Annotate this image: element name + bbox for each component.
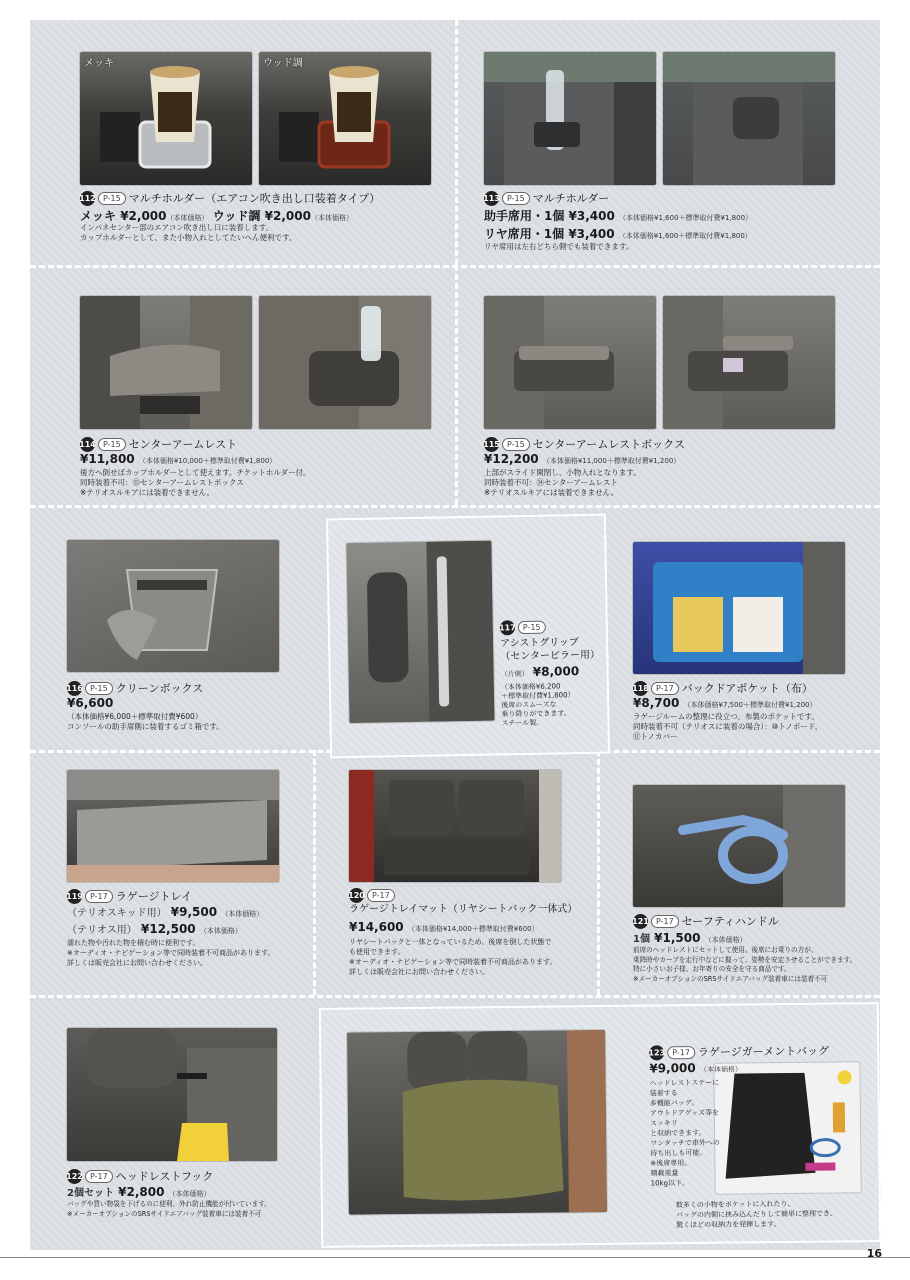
desc-line: 数多くの小物をポケットに入れたり、	[675, 1199, 795, 1210]
item-description	[67, 712, 317, 732]
item-number-badge: 119	[67, 889, 82, 904]
footer-rule	[0, 1257, 910, 1258]
item-number-badge: 118	[633, 681, 648, 696]
desc-line: 多機能バッグ。	[649, 1098, 699, 1108]
price-label: （テリオスキッド用）	[67, 908, 167, 919]
item-number-badge: 122	[67, 1169, 82, 1184]
desc-line: スチール製。	[501, 718, 544, 728]
item-name: バックドアポケット（布）	[681, 682, 813, 695]
price-label: 2個セット	[67, 1188, 114, 1199]
price-line	[80, 452, 276, 466]
price-line	[633, 696, 817, 710]
price-note: （本体価格¥6,000＋標準取付費¥600）	[67, 712, 203, 721]
item-description	[650, 1078, 721, 1189]
page-ref-badge: P-17	[85, 1170, 113, 1183]
price-note: （本体価格¥11,000＋標準取付費¥1,200）	[542, 457, 681, 465]
item-number-badge: 115	[484, 437, 499, 452]
price-line	[501, 664, 580, 679]
desc-line: 前席のヘッドレストにセットして使用。後席にお乗りの方が、	[633, 946, 818, 954]
item-number-badge: 116	[67, 681, 82, 696]
desc-line: 10kg以下。	[650, 1179, 690, 1188]
item-description	[67, 1200, 329, 1219]
item-description	[676, 1198, 876, 1230]
desc-line: ワンタッチで車外への	[650, 1138, 720, 1148]
price: ¥3,400	[568, 227, 615, 241]
desc-line: 特に小さいお子様、お年寄りの安全を守る商品です。	[633, 965, 791, 973]
price-line	[80, 207, 353, 224]
item-description	[67, 938, 311, 968]
price-note: （本体価格）	[166, 214, 209, 222]
item-description	[484, 242, 844, 252]
price-label: 1個	[633, 934, 650, 945]
price: ¥1,500	[654, 931, 701, 945]
item-number-badge: 121	[633, 914, 648, 929]
price-label: ウッド調	[212, 209, 261, 223]
page-ref-badge: P-15	[502, 192, 530, 205]
price: ¥2,000	[120, 209, 167, 223]
price: ¥11,800	[80, 452, 135, 466]
item-title	[649, 1043, 829, 1061]
price: ¥12,200	[484, 452, 539, 466]
desc-line: アウトドアグッズ等をスッキリ	[649, 1108, 720, 1128]
product-photo-garment-bag	[347, 1030, 607, 1215]
desc-line: ※後席専用。	[650, 1159, 692, 1168]
price: ¥8,000	[532, 664, 580, 679]
page-ref-badge: P-17	[367, 889, 395, 902]
divider	[455, 265, 458, 505]
item-description	[633, 946, 878, 984]
price-note: （本体価格）	[704, 936, 747, 944]
price-line	[67, 904, 263, 919]
price-note: ＋標準取付費¥1,800）	[500, 691, 575, 701]
divider	[30, 505, 880, 508]
price-note: （本体価格）	[699, 1065, 742, 1074]
page-number: 16	[866, 1247, 882, 1260]
price: ¥8,700	[633, 696, 680, 710]
price-label: 助手席用・1個	[484, 209, 565, 223]
desc-line: 乗り降りができます。	[501, 709, 571, 719]
desc-line: インパネセンター部のエアコン吹き出し口に装着します。	[80, 223, 274, 232]
desc-line: ※オーディオ・ナビゲーション等で同時装着不可商品があります。	[67, 949, 275, 957]
desc-line: 積載重量	[650, 1169, 679, 1178]
price: ¥9,000	[649, 1060, 696, 1076]
product-photo-luggage-tray	[67, 770, 279, 882]
product-photo-door-holder-closed	[663, 52, 835, 185]
item-title	[349, 888, 395, 903]
item-name: マルチホルダー（エアコン吹き出し口装着タイプ）	[128, 192, 381, 205]
page-ref-badge: P-15	[85, 682, 113, 695]
desc-line: 驚くほどの収納力を発揮します。	[676, 1220, 781, 1230]
item-title	[633, 680, 813, 696]
item-name: アシストグリップ	[500, 637, 579, 650]
desc-line: ※メーカーオプションのSRSサイドエアバッグ装着車には装着不可	[67, 1209, 262, 1218]
desc-line: と収納できます。	[650, 1128, 706, 1138]
item-description	[484, 468, 844, 498]
product-photo-luggage-tray-mat	[349, 770, 561, 882]
price-line	[633, 930, 747, 945]
item-name: ヘッドレストフック	[115, 1170, 214, 1183]
desc-line: ※オーディオ・ナビゲーション等で同時装着不可商品があります。	[349, 958, 557, 966]
page-ref-badge: P-17	[651, 682, 679, 695]
finish-tag-chrome: メッキ	[84, 58, 114, 69]
price: ¥2,000	[264, 209, 311, 223]
desc-line: バッグや買い物袋を下げるのに便利。外れ防止機能が付いています。	[67, 1200, 271, 1208]
catalog-page	[30, 20, 880, 1250]
item-number-badge: 112	[80, 191, 95, 206]
product-photo-assist-grip	[346, 541, 494, 724]
item-description	[80, 468, 440, 498]
divider	[455, 20, 458, 265]
price-line	[484, 452, 680, 466]
item-name: セーフティハンドル	[681, 915, 779, 928]
price-line	[649, 1061, 742, 1076]
desc-line: 同時装着不可：⑭センターアームレスト	[484, 478, 618, 487]
item-name: センターアームレスト	[128, 438, 238, 451]
item-number-badge: 123	[649, 1045, 664, 1060]
price-label: （片側）	[500, 669, 529, 679]
price-label: メッキ	[80, 209, 117, 223]
product-photo-clean-box	[67, 540, 279, 672]
item-name: ラゲージトレイ	[115, 890, 192, 903]
item-title	[500, 620, 546, 636]
item-subtitle: （センターピラー用）	[500, 649, 601, 663]
page-ref-badge: P-15	[502, 438, 530, 451]
product-photo-armrest-box-open	[663, 296, 835, 429]
item-title	[484, 436, 685, 452]
product-photo-center-armrest	[80, 296, 252, 429]
item-name: センターアームレストボックス	[532, 438, 685, 451]
divider	[597, 750, 600, 995]
desc-line: 同時装着不可：⑮センターアームレストボックス	[80, 478, 244, 487]
product-photo-safety-handle	[633, 785, 845, 907]
price: ¥3,400	[568, 209, 615, 223]
page-ref-badge: P-15	[518, 621, 546, 634]
desc-line: 詳しくは販売会社にお問い合わせください。	[67, 959, 207, 967]
item-title	[80, 190, 380, 206]
desc-line: 乗降時やカーブを走行中などに握って、姿勢を安定させることができます。	[633, 955, 857, 964]
divider	[30, 995, 880, 998]
item-name: クリーンボックス	[115, 682, 204, 695]
item-number-badge: 117	[500, 620, 515, 635]
product-photo-wood-holder	[259, 52, 431, 185]
price-line	[484, 207, 752, 224]
price-line	[484, 225, 752, 242]
page-ref-badge: P-15	[98, 438, 126, 451]
product-photo-armrest-box	[484, 296, 656, 429]
item-title	[67, 680, 203, 696]
price-note: （本体価格）	[221, 910, 264, 918]
desc-line: ラゲージルームの整理に役立つ、布製のポケットです。	[633, 712, 819, 721]
price-note: （本体価格¥14,000＋標準取付費¥600）	[407, 925, 539, 933]
item-name-block	[500, 636, 605, 664]
item-description	[349, 937, 597, 977]
price-line	[67, 1184, 211, 1199]
page-ref-badge: P-17	[85, 890, 113, 903]
desc-line: バッグの内側に挟み込んだりして簡単に整理でき、	[675, 1209, 837, 1220]
price-note: （本体価格¥6,200	[500, 682, 561, 692]
item-title	[80, 436, 237, 452]
desc-line: も使用できます。	[349, 948, 405, 956]
product-photo-center-armrest-open	[259, 296, 431, 429]
product-photo-garment-bag-items	[714, 1062, 860, 1194]
price: ¥9,500	[170, 905, 218, 919]
price-note: （本体価格¥7,500＋標準取付費¥1,200）	[683, 701, 817, 709]
price-note: （本体価格¥1,600＋標準取付費¥1,800）	[619, 214, 753, 222]
item-description	[633, 712, 873, 742]
desc-line: 詳しくは販売会社にお問い合わせください。	[349, 968, 489, 976]
item-name: ラゲージトレイマット（リヤシートバック一体式）	[349, 904, 578, 915]
price: ¥6,600	[67, 696, 114, 710]
desc-line: 同時装着不可（テリオスに装着の場合）：⑩トノボード、	[633, 722, 823, 731]
price-note: （本体価格）	[168, 1190, 211, 1198]
price: ¥14,600	[349, 920, 404, 934]
item-number-badge: 114	[80, 437, 95, 452]
desc-line: ※メーカーオプションのSRSサイドエアバッグ装着車には装着不可	[633, 974, 828, 983]
item-title	[633, 913, 779, 929]
price-note: （本体価格¥10,000＋標準取付費¥1,800）	[138, 457, 277, 465]
desc-line: ※テリオスルキアには装着できません。	[484, 488, 619, 497]
desc-line: 持ち出しも可能。	[650, 1148, 707, 1158]
garment-bag-card	[319, 1002, 881, 1248]
desc-line: ※テリオスルキアには装着できません。	[80, 488, 215, 497]
item-number-badge: 120	[349, 888, 364, 903]
item-name: ラゲージガーメントバッグ	[697, 1044, 830, 1059]
product-photo-headrest-hook	[67, 1028, 277, 1161]
desc-line: コンソールの助手席側に装着するゴミ箱です。	[67, 722, 224, 731]
desc-line: ⑪トノカバー	[633, 732, 678, 741]
divider	[313, 750, 316, 995]
price-line	[67, 696, 113, 710]
desc-line: リヤシートバックと一体となっているため、後席を倒した状態で	[349, 938, 552, 946]
price-label: （テリオス用）	[67, 925, 137, 936]
item-title	[67, 1168, 213, 1184]
item-number-badge: 113	[484, 191, 499, 206]
price: ¥12,500	[141, 922, 196, 936]
product-photo-chrome-holder	[80, 52, 252, 185]
item-title	[67, 888, 192, 904]
desc-line: 濡れた物や汚れた物を積む時に便利です。	[67, 939, 200, 947]
page-ref-badge: P-17	[667, 1046, 695, 1059]
price-note: （本体価格）	[199, 927, 242, 935]
price-note: （本体価格¥1,600＋標準取付費¥1,800）	[618, 232, 752, 240]
desc-line: 後方へ倒せばカップホルダーとして使えます。チケットホルダー付。	[80, 468, 311, 477]
desc-line: リヤ席用は左右どちら側でも装着できます。	[484, 242, 634, 251]
price-line	[349, 920, 539, 934]
price-note: （本体価格）	[310, 214, 353, 222]
product-photo-back-door-pocket	[633, 542, 845, 674]
price-line	[67, 921, 242, 936]
item-description	[501, 682, 607, 729]
desc-line: カップホルダーとして、また小物入れとしてたいへん便利です。	[80, 233, 297, 242]
item-description	[80, 223, 440, 243]
desc-line: 後席のスムーズな	[501, 700, 557, 710]
page-ref-badge: P-15	[98, 192, 126, 205]
price: ¥2,800	[118, 1185, 165, 1199]
page-ref-badge: P-17	[651, 915, 679, 928]
finish-tag-wood: ウッド調	[263, 58, 303, 69]
product-photo-door-holder	[484, 52, 656, 185]
price-label: リヤ席用・1個	[484, 227, 565, 241]
assist-grip-card	[326, 514, 610, 759]
item-name: マルチホルダー	[532, 192, 610, 205]
item-title	[484, 190, 609, 206]
desc-line: ヘッドレストステーに装着する	[649, 1078, 720, 1098]
desc-line: 上部がスライド開閉し、小物入れとなります。	[484, 468, 641, 477]
